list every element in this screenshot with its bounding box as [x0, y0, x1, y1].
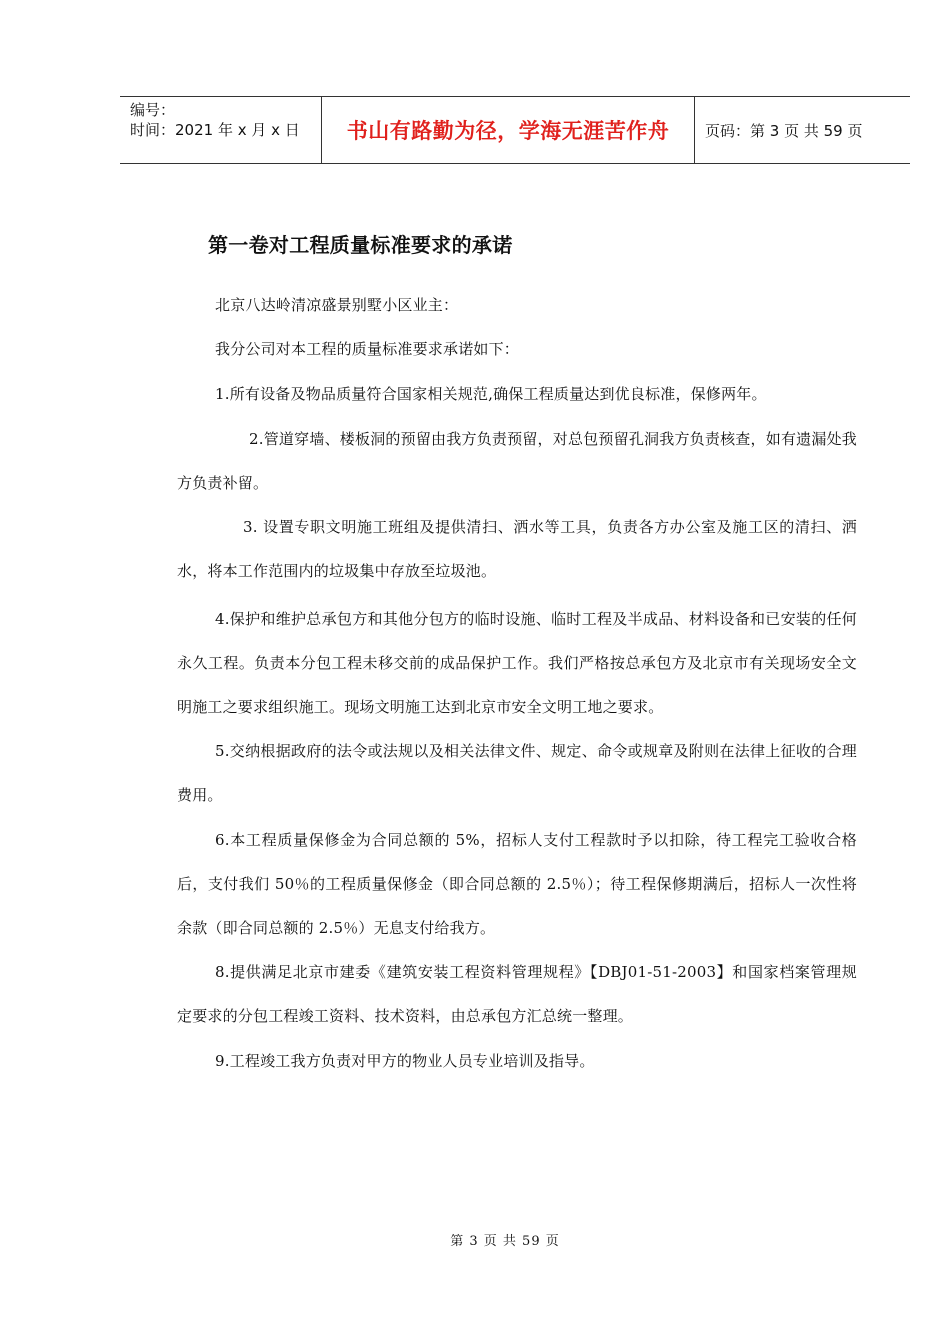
paragraph-item-3: 3. 设置专职文明施工班组及提供清扫、洒水等工具，负责各方办公室及施工区的清扫、洒水，将本工作范围内的垃圾集中存放至垃圾池。	[177, 518, 857, 580]
header-meta-cell	[120, 97, 321, 163]
paragraph-item-2: 2.管道穿墙、楼板洞的预留由我方负责预留，对总包预留孔洞我方负责核查，如有遗漏处我方负责补留。	[177, 430, 857, 492]
paragraph-item-4: 4.保护和维护总承包方和其他分包方的临时设施、临时工程及半成品、材料设备和已安装的任何永久工程。负责本分包工程未移交前的成品保护工作。我们严格按总承包方及北京市有关现场安全文明施工之要求组织施工。现场文明施工达到北京市安全文明工地之要求。	[177, 610, 857, 716]
document-title: 第一卷对工程质量标准要求的承诺	[208, 233, 513, 257]
header-motto: 书山有路勤为径，学海无涯苦作舟	[346, 119, 670, 143]
page-header-table	[120, 96, 910, 164]
paragraph-item-6: 6.本工程质量保修金为合同总额的 5%，招标人支付工程款时予以扣除，待工程完工验收合格后，支付我们 50％的工程质量保修金（即合同总额的 2.5％）；待工程保修期满后，招标人一次性将余款（即合同总额的 2.5％）无息支付给我方。	[177, 831, 857, 937]
paragraph-item-5: 5.交纳根据政府的法令或法规以及相关法律文件、规定、命令或规章及附则在法律上征收的合理费用。	[177, 742, 857, 804]
paragraph-item-8: 8.提供满足北京市建委《建筑安装工程资料管理规程》【DBJ01-51-2003】和国家档案管理规定要求的分包工程竣工资料、技术资料，由总承包方汇总统一整理。	[177, 963, 857, 1025]
document-number-label: 编号：	[130, 101, 176, 119]
paragraph-item-1: 1.所有设备及物品质量符合国家相关规范,确保工程质量达到优良标准，保修两年。	[215, 385, 767, 403]
paragraph-item-9: 9.工程竣工我方负责对甲方的物业人员专业培训及指导。	[215, 1052, 595, 1070]
paragraph-intro: 我分公司对本工程的质量标准要求承诺如下：	[215, 340, 520, 358]
document-time-label: 时间：2021 年 x 月 x 日	[130, 121, 300, 139]
header-page-number: 页码：第 3 页 共 59 页	[705, 121, 863, 140]
header-motto-cell	[321, 97, 695, 163]
page-footer: 第 3 页 共 59 页	[450, 1234, 560, 1249]
paragraph-addressee: 北京八达岭清凉盛景别墅小区业主：	[215, 296, 459, 314]
header-page-cell	[695, 97, 910, 163]
